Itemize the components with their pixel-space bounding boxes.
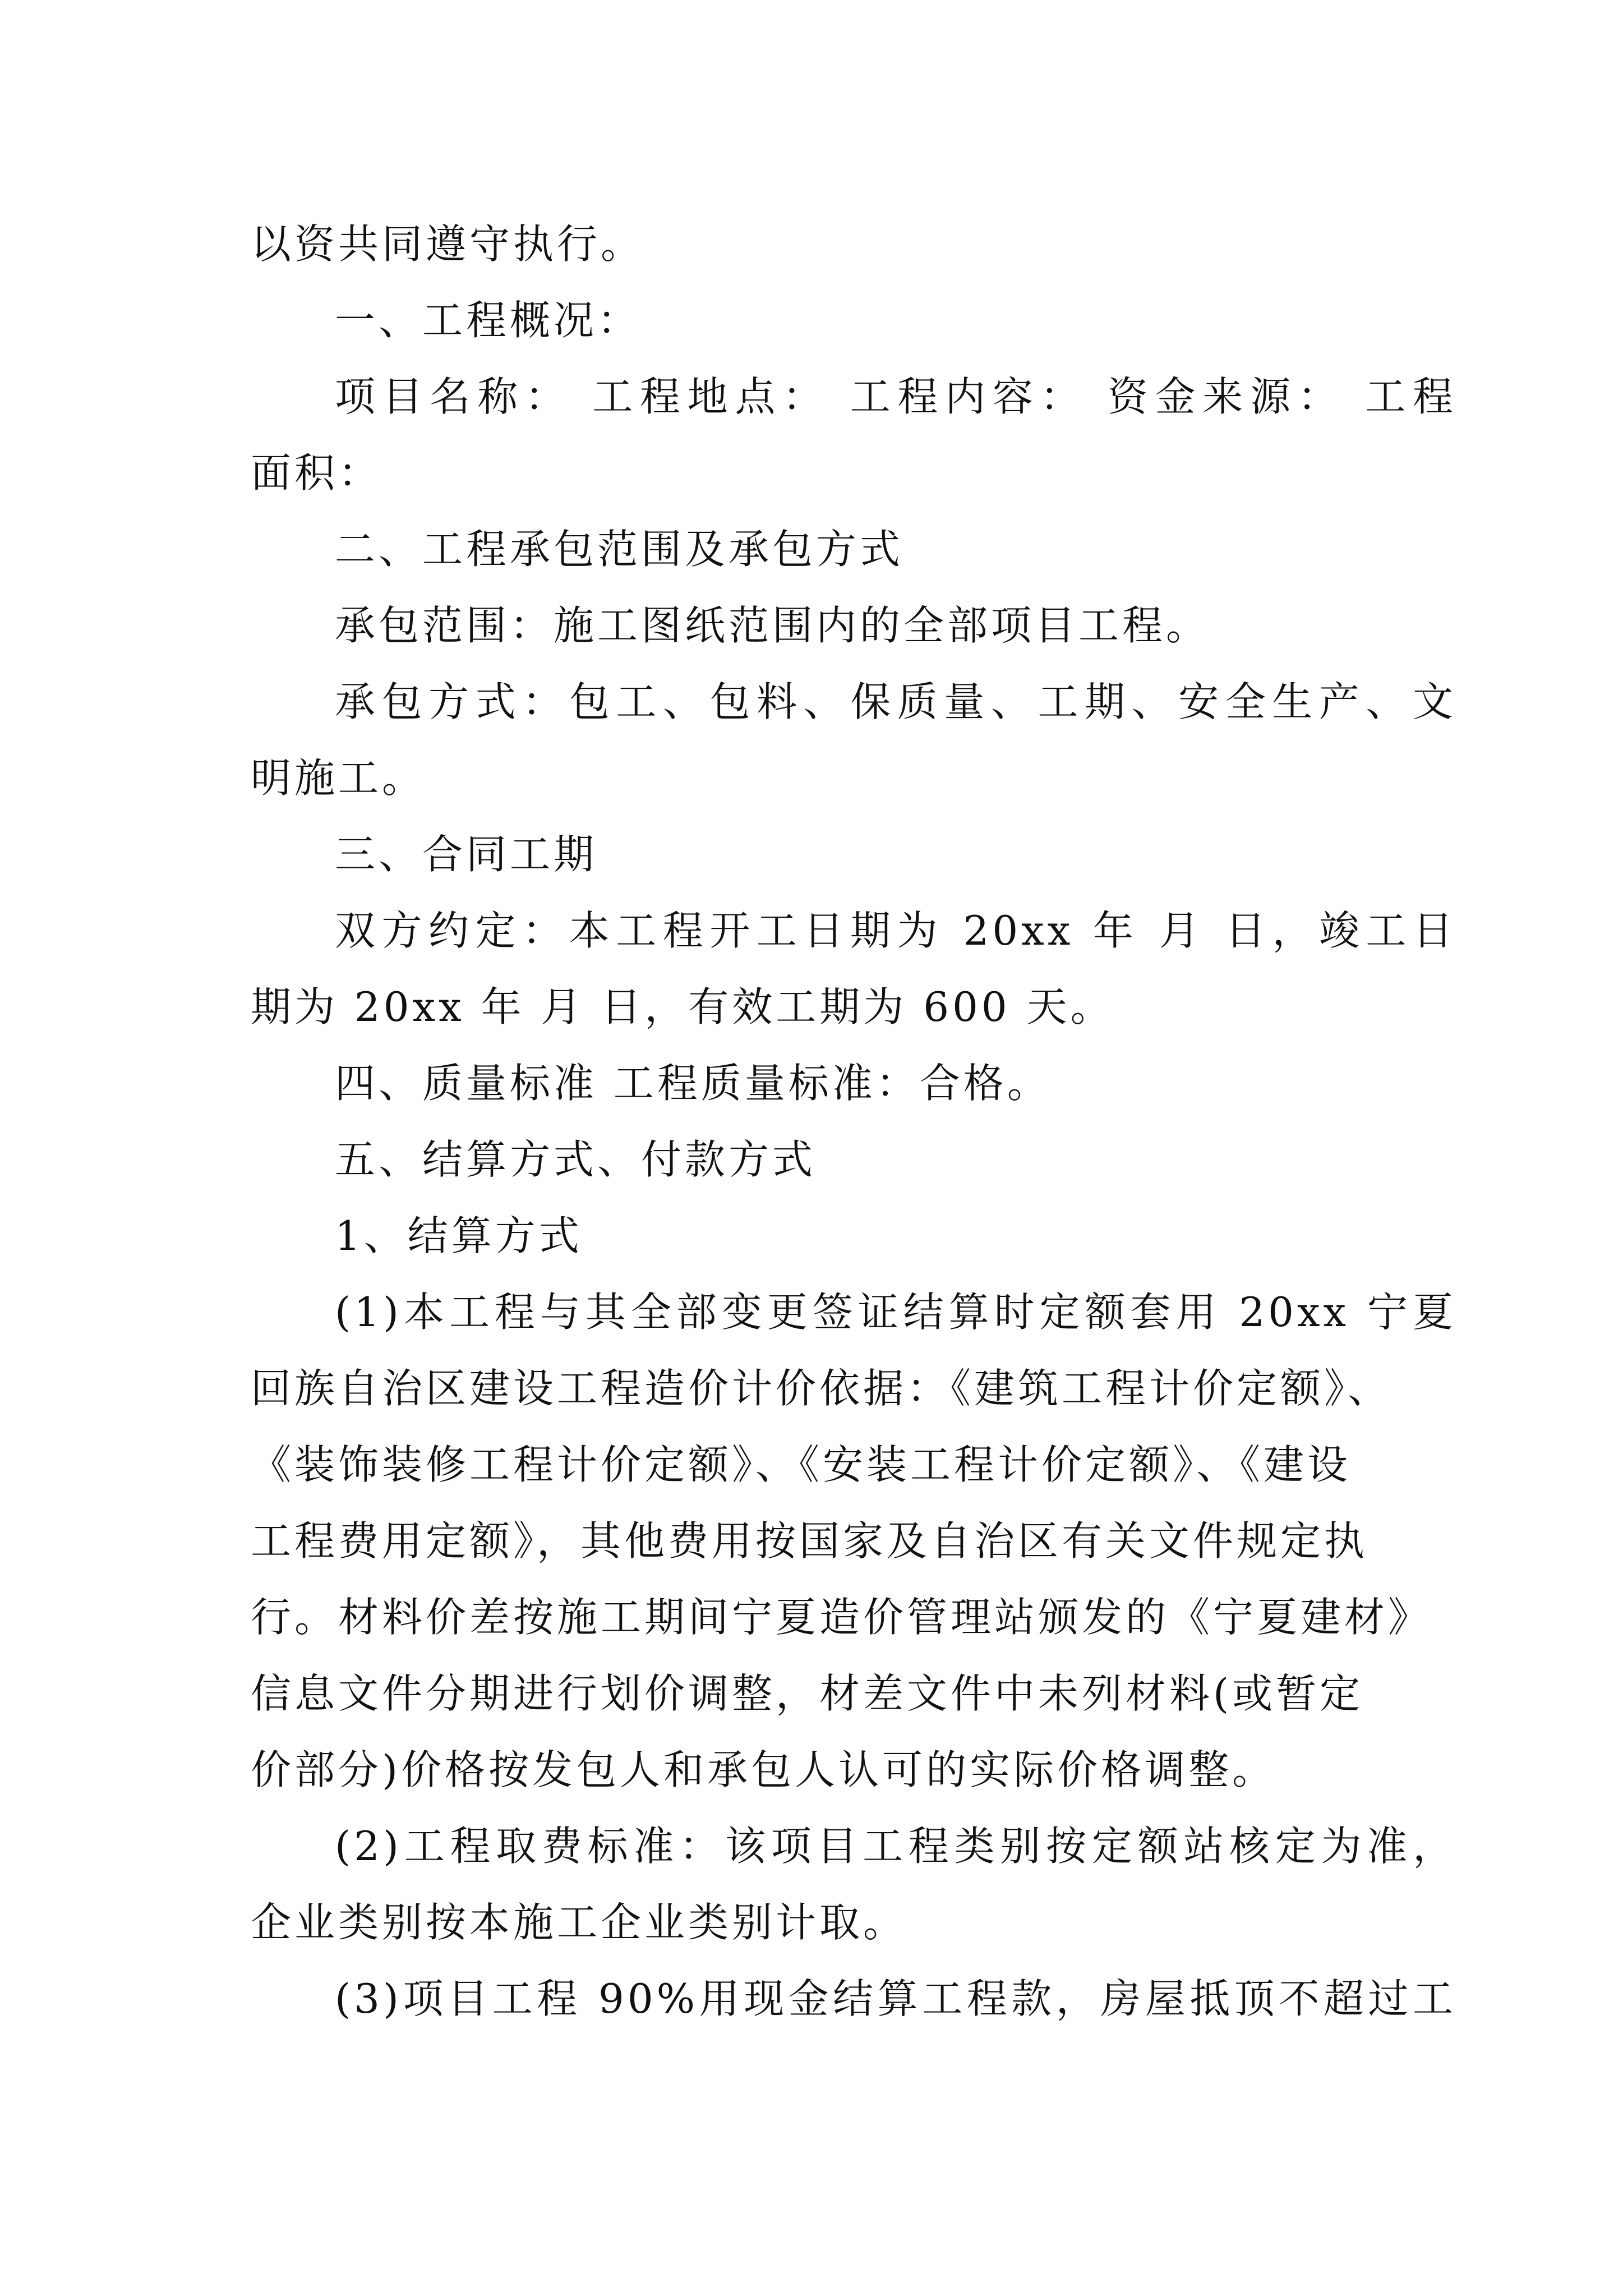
body-line-19: 行。材料价差按施工期间宁夏造价管理站颁发的《宁夏建材》 (251, 1594, 1432, 1641)
section-heading-5: 五、结算方式、付款方式 (335, 1136, 817, 1183)
body-line-15: (1)本工程与其全部变更签证结算时定额套用 20xx 宁夏 (335, 1289, 1456, 1336)
section-heading-2: 二、工程承包范围及承包方式 (335, 526, 904, 573)
body-line-8: 明施工。 (251, 754, 426, 802)
section-heading-3: 三、合同工期 (335, 831, 598, 878)
body-line-23: 企业类别按本施工企业类别计取。 (251, 1899, 907, 1946)
section-heading-1: 一、工程概况： (335, 297, 642, 344)
body-line-18: 工程费用定额》，其他费用按国家及自治区有关文件规定执 (251, 1517, 1368, 1565)
body-line-7: 承包方式：包工、包料、保质量、工期、安全生产、文 (335, 678, 1456, 725)
body-line-3: 项目名称： 工程地点： 工程内容： 资金来源： 工程 (335, 373, 1456, 420)
subsection-heading-1: 1、结算方式 (335, 1212, 583, 1259)
body-line-1: 以资共同遵守执行。 (251, 220, 645, 268)
body-line-16: 回族自治区建设工程造价计价依据：《建筑工程计价定额》、 (251, 1365, 1392, 1412)
body-line-6: 承包范围：施工图纸范围内的全部项目工程。 (335, 602, 1210, 649)
section-heading-4: 四、质量标准 工程质量标准：合格。 (335, 1060, 1051, 1107)
body-line-24: (3)项目工程 90%用现金结算工程款，房屋抵顶不超过工 (335, 1975, 1456, 2022)
body-line-21: 价部分)价格按发包人和承包人认可的实际价格调整。 (251, 1746, 1276, 1793)
body-line-17: 《装饰装修工程计价定额》、《安装工程计价定额》、《建设 (251, 1441, 1352, 1488)
body-line-4: 面积： (251, 449, 382, 496)
body-line-10: 双方约定：本工程开工日期为 20xx 年 月 日，竣工日 (335, 907, 1456, 954)
body-line-20: 信息文件分期进行划价调整，材差文件中未列材料(或暂定 (251, 1670, 1364, 1717)
body-line-22: (2)工程取费标准：该项目工程类别按定额站核定为准， (335, 1823, 1456, 1870)
body-line-11: 期为 20xx 年 月 日，有效工期为 600 天。 (251, 983, 1114, 1030)
